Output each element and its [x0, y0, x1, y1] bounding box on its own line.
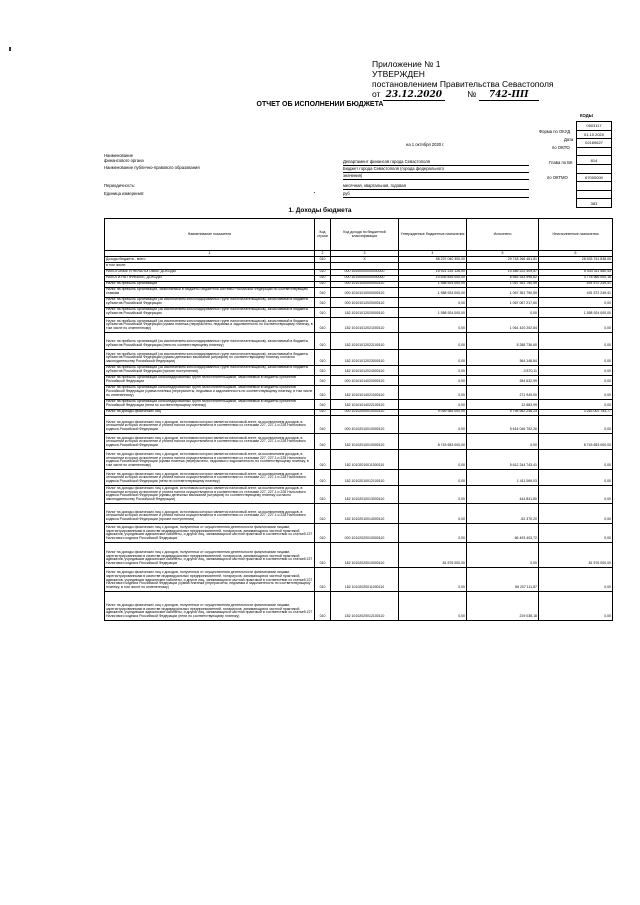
cell-code: 182 10102020011000110 [331, 567, 399, 591]
table-row [105, 332, 613, 349]
code-glava-bk: 814 [577, 156, 612, 165]
name-label: Наименование [104, 153, 134, 158]
col-header-remaining: Неисполненные назначения [539, 219, 613, 251]
section-title: 1. Доходы бюджета [288, 207, 352, 214]
table-row [105, 385, 613, 399]
cell-remaining: 0,00 [539, 297, 613, 307]
cell-line: 010 [315, 257, 331, 263]
cell-executed: 271 949,00 [467, 385, 539, 399]
code-okpo: 02169627 [577, 139, 612, 148]
cell-name: Налог на доходы физических лиц с доходов, источником которых является налоговый агент, за исключением доходов, в отношении которых исчисление и уплата налога осуществляются в соответствии со статьями 227, 227.1 и 228 Налогового кодекса Российской Федерации [105, 415, 315, 433]
cell-executed: 364 148,84 [467, 349, 539, 365]
cell-executed: -52 370,20 [467, 503, 539, 523]
col-header-line: Код строки [315, 219, 331, 251]
table-row [105, 523, 613, 542]
cell-remaining: 3 263 002 753,77 [539, 409, 613, 415]
cell-approved: 0,00 [399, 317, 467, 332]
cell-remaining: 491 572 249,41 [539, 281, 613, 287]
unit-label: Единица измерения: [104, 191, 145, 196]
cell-name: Налог на прибыль организаций (за исключением консолидированных групп налогоплательщиков), зачисляемый в бюджеты субъектов Российской Федерации [105, 297, 315, 307]
table-row [105, 365, 613, 375]
cell-executed: 1 067 351 750,59 [467, 281, 539, 287]
cell-approved: 0,00 [399, 365, 467, 375]
cell-executed: 66 493 403,72 [467, 523, 539, 542]
cell-executed: 6 683 333 996,82 [467, 275, 539, 281]
table-row [105, 297, 613, 307]
table-row [105, 542, 613, 567]
cell-code: 182 10102010011000110 [331, 449, 399, 469]
cell-line: 010 [315, 332, 331, 349]
cell-name: Налог на доходы физических лиц с доходов, источником которых является налоговый агент, за исключением доходов, в отношении которых исчисление и уплата налога осуществляются в соответствии со статьями 227, 227.1 и 228 Налогового кодекса Российской Федерации (пени по соответствующему платежу) [105, 469, 315, 485]
cell-code: 182 10101012022100110 [331, 332, 399, 349]
form-okud-label: Форма по ОКУД [539, 129, 571, 134]
cell-remaining: 0,00 [539, 503, 613, 523]
cell-approved: 0,00 [399, 375, 467, 385]
cell-approved: 0,00 [399, 503, 467, 523]
cell-executed: -3 870,11 [467, 365, 539, 375]
cell-code: 000 10101010000000110 [331, 287, 399, 297]
cell-name: Налог на доходы физических лиц с доходов, источником которых является налоговый агент, за исключением доходов, в отношении которых исчисление и уплата налога осуществляются в соответствии со статьями 227, 227.1 и 228 Налогового кодекса Российской Федерации (суммы денежных взысканий (штрафов) по соответствующему платежу согласно законодательству Российской Федерации) [105, 485, 315, 503]
cell-code: 182 10102010014000110 [331, 503, 399, 523]
decree-date-line [372, 90, 539, 101]
table-row [105, 287, 613, 297]
cell-line: 010 [315, 297, 331, 307]
cell-line: 010 [315, 503, 331, 523]
code-oktmo: 67000000 [577, 173, 612, 182]
cell-code: 182 10101012024000110 [331, 365, 399, 375]
cell-name: НАЛОГИ НА ПРИБЫЛЬ, ДОХОДЫ [105, 275, 315, 281]
cell-approved: 0,00 [399, 523, 467, 542]
cell-remaining: 1 558 924 000,00 [539, 307, 613, 317]
cell-approved: 0,00 [399, 567, 467, 591]
cell-remaining: 3 778 966 000,18 [539, 275, 613, 281]
cell-name: Налог на прибыль организаций (за исключением консолидированных групп налогоплательщиков), зачисляемый в бюджеты субъектов Российской Федерации (сумма платежа (перерасчеты, недоимка и задолженность по соответствующему платежу, в том числе по отмененному) [106, 318, 313, 331]
cell-name: Налог на доходы физических лиц с доходов, полученных от осуществления деятельности физическими лицами, зарегистрированными в качестве индивидуальных предпринимателей, нотариусов, занимающихся частной практикой, адвокатов, учредивших адвокатские кабинеты, и других лиц, занимающихся частной практикой в соответствии со статьей 227 Налогового кодекса Российской Федерации [105, 542, 315, 567]
cell-remaining: 0,00 [539, 469, 613, 485]
cell-executed: 284 632,99 [467, 375, 539, 385]
cell-code: 000 10101000000000110 [331, 281, 399, 287]
col-number: 6 [539, 251, 613, 257]
cell-approved: 10 639 839 000,00 [399, 275, 467, 281]
table-row [105, 503, 613, 523]
code-blank [577, 164, 612, 173]
decree-label: постановлением Правительства Севастополя [372, 79, 554, 89]
table-row [105, 469, 613, 485]
cell-line: 010 [315, 409, 331, 415]
table-row [105, 449, 613, 469]
table-row [105, 399, 613, 409]
approved-label: УТВЕРЖДЕН [372, 69, 425, 79]
cell-line: 010 [315, 307, 331, 317]
cell-code: 182 10101014021000110 [331, 385, 399, 399]
decree-date: 23.12.2020 [383, 90, 445, 101]
cell-name: Налог на доходы физических лиц с доходов, полученных от осуществления деятельности физическими лицами, зарегистрированными в качестве индивидуальных предпринимателей, нотариусов, занимающихся частной практикой, адвокатов, учредивших адвокатские кабинеты, и других лиц, занимающихся частной практикой в соответствии со статьей 227 Налогового кодекса Российской Федерации (пени по соответствующему платежу) [105, 591, 315, 620]
decree-number: 742-ПП [479, 90, 539, 101]
code-okud: 0503117 [577, 122, 612, 131]
cell-name: Налог на доходы физических лиц с доходов, источником которых является налоговый агент, за исключением доходов, в отношении которых исчисление и уплата налога осуществляются в соответствии со статьями 227, 227.1 и 228 Налогового кодекса Российской Федерации [105, 433, 315, 449]
cell-approved: 8 743 653 000,00 [399, 433, 467, 449]
cell-code: 182 10102020010000110 [331, 542, 399, 567]
cell-approved: 1 558 924 000,00 [399, 287, 467, 297]
cell-name: Налог на доходы физических лиц с доходов, источником которых является налоговый агент, за исключением доходов, в отношении которых исчисление и уплата налога осуществляются в соответствии со статьями 227, 227.1 и 228 Налогового кодекса Российской Федерации (сумма платежа (перерасчеты, недоимка и задолженность по соответствующему платежу, в том числе по отмененному) [105, 449, 315, 469]
cell-name: Налог на прибыль организаций [105, 281, 315, 287]
col-header-code: Код дохода по бюджетной классификации [331, 219, 399, 251]
cell-name: НАЛОГОВЫЕ И НЕНАЛОГОВЫЕ ДОХОДЫ [105, 269, 315, 275]
date-prefix: от [372, 89, 381, 99]
cell-name: Налог на прибыль организаций (за исключением консолидированных групп налогоплательщиков), зачисляемый в бюджеты субъектов Российской Федерации [105, 307, 315, 317]
cell-remaining: 0,00 [539, 399, 613, 409]
col-number: 3 [331, 251, 399, 257]
cell-line: 010 [315, 385, 331, 399]
cell-name: Налог на доходы физических лиц с доходов, полученных от осуществления деятельности физическими лицами, зарегистрированными в качестве индивидуальных предпринимателей, нотариусов, занимающихся частной практикой, адвокатов, учредивших адвокатские кабинеты, и других лиц, занимающихся частной практикой в соответствии со статьей 227 Налогового кодекса Российской Федерации (сумма платежа (перерасчеты, недоимка и задолженность по соответствующему платежу, в том числе по отмененному) [105, 567, 315, 591]
cell-name: Налог на доходы физических лиц [105, 409, 315, 415]
fin-organ-label: финансового органа [104, 158, 144, 163]
cell-line: 010 [315, 469, 331, 485]
cell-name: Налог на прибыль организаций консолидированных групп налогоплательщиков, зачисляемый в бюджеты субъектов Российской Федерации (сумма платежа (перерасчеты, недоимка и задолженность по соответствующему платежу, в том числе по отмененному) [105, 385, 315, 399]
cell-code: 182 10102020012100110 [331, 591, 399, 620]
report-period: на 1 октября 2020 г. [406, 142, 445, 147]
cell-code: X [331, 257, 399, 263]
cell-line: 010 [315, 375, 331, 385]
codes-table [576, 121, 612, 208]
periodicity-value: месячная, квартальная, годовая [343, 184, 529, 190]
table-row [105, 415, 613, 433]
cell-line: 010 [315, 287, 331, 297]
cell-executed: 219 038,18 [467, 591, 539, 620]
cell-executed: 5 288 736,60 [467, 332, 539, 349]
table-row [105, 349, 613, 365]
table-row [105, 567, 613, 591]
cell-name: Налог на прибыль организаций (за исключением консолидированных групп налогоплательщиков), зачисляемый в бюджеты субъектов Российской Федерации (пени по соответствующему платежу) [105, 332, 315, 349]
cell-executed: 1 067 067 217,60 [467, 297, 539, 307]
cell-line: 010 [315, 399, 331, 409]
cell-line: 010 [315, 433, 331, 449]
cell-remaining: 0,00 [539, 385, 613, 399]
cell-name: в том числе: [105, 263, 315, 269]
cell-name: Налог на прибыль организаций консолидированных групп налогоплательщиков, зачисляемый в бюджеты субъектов Российской Федерации (пени по соответствующему платежу) [105, 399, 315, 409]
code-blank [577, 182, 612, 191]
code-blank [577, 190, 612, 199]
cell-remaining: 0,00 [539, 332, 613, 349]
col-number: 4 [399, 251, 467, 257]
date-label: Дата [564, 137, 574, 142]
cell-executed: 5 612 244 743,41 [467, 449, 539, 469]
cell-remaining: 0,00 [539, 365, 613, 375]
page-edge-mark [9, 47, 11, 51]
report-title: ОТЧЕТ ОБ ИСПОЛНЕНИИ БЮДЖЕТА [256, 101, 384, 108]
cell-approved: 0,00 [399, 349, 467, 365]
budget-value-line-1: Бюджет города Севастополя (города федерального [343, 167, 529, 173]
table-body [105, 257, 613, 620]
cell-code: 182 10102010010000110 [331, 433, 399, 449]
cell-line: 010 [315, 349, 331, 365]
cell-executed: 0,00 [467, 433, 539, 449]
col-number: 5 [467, 251, 539, 257]
cell-name: Налог на прибыль организаций, зачисляемый в бюджеты бюджетной системы Российской Федерации по соответствующим ставкам [105, 287, 315, 297]
cell-code: 000 10000000000000000 [331, 269, 399, 275]
table-row [105, 433, 613, 449]
cell-code: 182 10102010013000110 [331, 485, 399, 503]
cell-approved: 15 921 234 126,00 [399, 269, 467, 275]
cell-name: Налог на прибыль организаций (за исключением консолидированных групп налогоплательщиков), зачисляемый в бюджеты субъектов Российской Федерации (суммы денежных взысканий (штрафов) по соответствующему платежу согласно законодательству Российской Федерации) [105, 349, 315, 365]
cell-approved: 0,00 [399, 449, 467, 469]
table-row [105, 591, 613, 620]
cell-executed: 29 718 266 461,81 [467, 257, 539, 263]
appendix-label: Приложение № 1 [372, 59, 441, 69]
budget-value-line-2: значения) [343, 174, 529, 180]
cell-approved: 0,00 [399, 485, 467, 503]
cell-executed: 66 207 111,87 [467, 567, 539, 591]
cell-name: Доходы бюджета - всего [105, 257, 315, 263]
cell-executed: 0,00 [467, 542, 539, 567]
cell-name: Налог на доходы физических лиц с доходов, источником которых является налоговый агент, за исключением доходов, в отношении которых исчисление и уплата налога осуществляются в соответствии со статьями 227, 227.1 и 228 Налогового кодекса Российской Федерации (прочие поступления) [105, 503, 315, 523]
cell-code: 182 10101012023000110 [331, 349, 399, 365]
cell-line: 010 [315, 281, 331, 287]
cell-line: 010 [315, 365, 331, 375]
scan-speck [314, 192, 315, 193]
cell-remaining: 81 576 000,00 [539, 542, 613, 567]
fin-organ-value: Департамент финансов города Севастополя [343, 160, 529, 166]
cell-code: 182 10101014022100110 [331, 399, 399, 409]
cell-line: 010 [315, 415, 331, 433]
cell-remaining: 28 533 741 838,09 [539, 257, 613, 263]
cell-code: 000 10102000010000110 [331, 409, 399, 415]
table-row [105, 485, 613, 503]
cell-line: 010 [315, 542, 331, 567]
cell-line: 010 [315, 317, 331, 332]
cell-remaining: 0,00 [539, 415, 613, 433]
cell-line: 010 [315, 591, 331, 620]
cell-remaining: 0,00 [539, 449, 613, 469]
cell-remaining: 0,00 [539, 591, 613, 620]
cell-approved: 0,00 [399, 332, 467, 349]
cell-executed: 1 061 420 202,84 [467, 317, 539, 332]
cell-approved: 0,00 [399, 469, 467, 485]
cell-name: Налог на прибыль организаций (за исключением консолидированных групп налогоплательщиков), зачисляемый в бюджеты субъектов Российской Федерации (прочие поступления) [105, 365, 315, 375]
budget-name-label: Наименование публично-правового образования [104, 165, 200, 170]
table-row [105, 307, 613, 317]
cell-remaining: 8 743 653 000,00 [539, 433, 613, 449]
cell-approved: 0,00 [399, 385, 467, 399]
unit-value: руб [343, 192, 529, 198]
cell-remaining: 0,00 [539, 375, 613, 385]
cell-code: 000 10101014020000110 [331, 375, 399, 385]
col-header-approved: Утвержденные бюджетные назначения [399, 219, 467, 251]
cell-remaining: 0,00 [539, 567, 613, 591]
cell-executed: 0,00 [467, 307, 539, 317]
cell-code: 000 10102020010000110 [331, 523, 399, 542]
col-number: 2 [315, 251, 331, 257]
cell-executed: 1 067 351 750,59 [467, 287, 539, 297]
cell-executed: 444 841,80 [467, 485, 539, 503]
okpo-label: по ОКПО [552, 145, 570, 150]
table-row [105, 375, 613, 385]
cell-approved: 0,00 [399, 297, 467, 307]
cell-approved: 9 059 985 000,00 [399, 409, 467, 415]
cell-code: 000 10101012020000110 [331, 297, 399, 307]
code-unit: 383 [577, 199, 612, 208]
cell-line: 010 [315, 523, 331, 542]
cell-code: 182 10101012020000110 [331, 307, 399, 317]
cell-line: 010 [315, 275, 331, 281]
cell-code: 000 10100000000000000 [331, 275, 399, 281]
cell-executed: 10 489 222 409,57 [467, 269, 539, 275]
income-table [104, 218, 613, 621]
cell-approved: 81 576 000,00 [399, 542, 467, 567]
cell-name: Налог на прибыль организаций консолидированных групп налогоплательщиков, зачисляемый в бюджеты субъектов Российской Федерации [105, 375, 315, 385]
cell-executed: 1 411 069,03 [467, 469, 539, 485]
cell-executed: 5 795 982 246,23 [467, 409, 539, 415]
code-date: 01.10.2020 [577, 130, 612, 139]
cell-remaining: 0,00 [539, 523, 613, 542]
cell-name: Налог на доходы физических лиц с доходов, полученных от осуществления деятельности физическими лицами, зарегистрированными в качестве индивидуальных предпринимателей, нотариусов, занимающихся частной практикой, адвокатов, учредивших адвокатские кабинеты, и других лиц, занимающихся частной практикой в соответствии со статьей 227 Налогового кодекса Российской Федерации [105, 523, 315, 542]
cell-code: 000 10102010010000110 [331, 415, 399, 433]
table-header-row [105, 219, 613, 251]
codes-header: КОДЫ [580, 113, 593, 118]
cell-line: 010 [315, 567, 331, 591]
cell-line: 010 [315, 269, 331, 275]
col-number: 1 [105, 251, 315, 257]
cell-remaining: 491 572 249,41 [539, 287, 613, 297]
cell-line: 010 [315, 485, 331, 503]
col-header-name: Наименование показателя [105, 219, 315, 251]
oktmo-label: по ОКТМО [547, 175, 568, 180]
number-prefix: № [467, 89, 477, 99]
col-header-executed: Исполнено [467, 219, 539, 251]
periodicity-label: Периодичность: [104, 183, 136, 188]
cell-approved: 0,00 [399, 399, 467, 409]
cell-code: 182 10101012021000110 [331, 317, 399, 332]
code-blank [577, 147, 612, 156]
cell-approved: 58 237 040 300,00 [399, 257, 467, 263]
glava-bk-label: Глава по БК [549, 160, 573, 165]
cell-remaining: 0,00 [539, 317, 613, 332]
cell-approved: 0,00 [399, 415, 467, 433]
cell-remaining: 0,00 [539, 349, 613, 365]
cell-executed: 5 614 046 752,26 [467, 415, 539, 433]
cell-line: 010 [315, 449, 331, 469]
cell-executed: 12 683,99 [467, 399, 539, 409]
cell-remaining: 0,00 [539, 485, 613, 503]
cell-code: 182 10102010012100110 [331, 469, 399, 485]
cell-remaining: 5 433 311 580,43 [539, 269, 613, 275]
cell-approved: 1 558 924 000,00 [399, 307, 467, 317]
cell-approved: 0,00 [399, 591, 467, 620]
table-row [105, 317, 613, 332]
cell-approved: 1 558 924 000,00 [399, 281, 467, 287]
